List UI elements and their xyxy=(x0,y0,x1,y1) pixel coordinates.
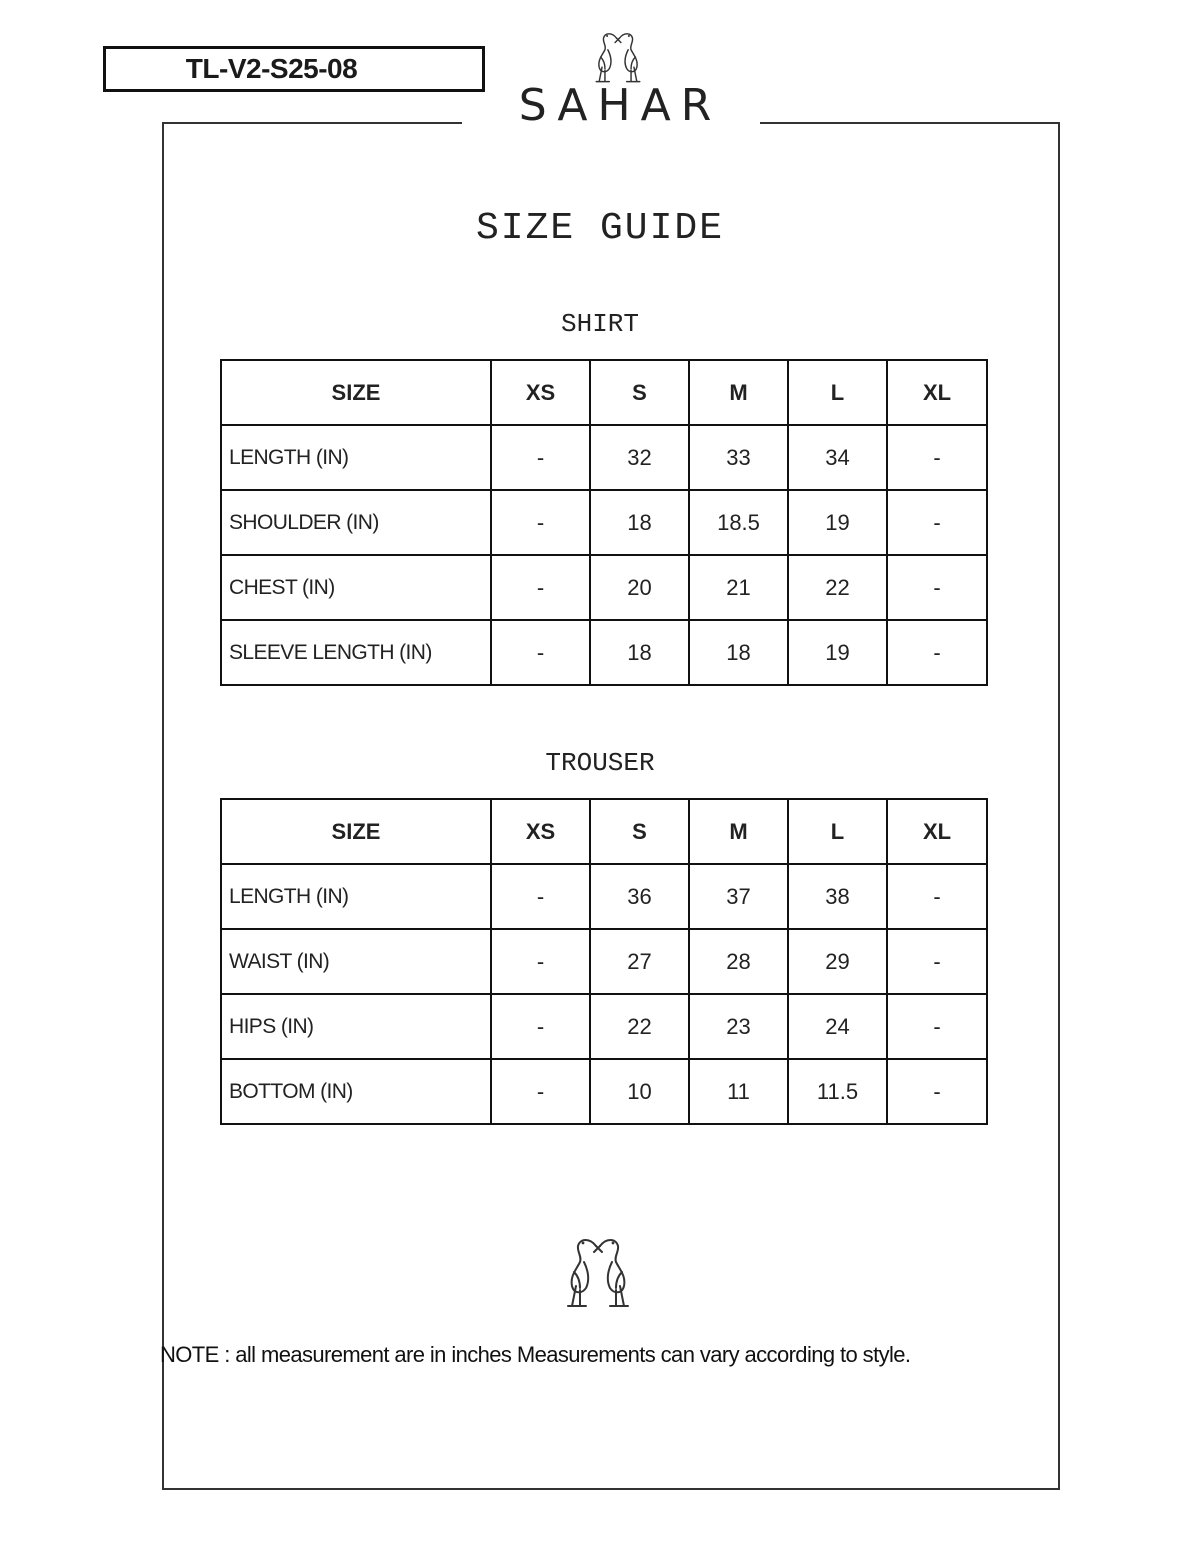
table-cell: 21 xyxy=(689,555,788,620)
column-header: SIZE xyxy=(221,360,491,425)
table-row xyxy=(221,425,987,490)
column-header: L xyxy=(788,799,887,864)
column-header: XL xyxy=(887,799,987,864)
table-cell: - xyxy=(491,490,590,555)
column-header: S xyxy=(590,799,689,864)
row-label: SLEEVE LENGTH (IN) xyxy=(221,620,491,685)
product-code-box xyxy=(103,46,485,92)
table-cell: - xyxy=(491,994,590,1059)
table-cell: 18 xyxy=(590,620,689,685)
table-cell: 33 xyxy=(689,425,788,490)
measurement-note: NOTE : all measurement are in inches Measurements can vary according to style. xyxy=(160,1342,911,1367)
table-row xyxy=(221,620,987,685)
table-cell: - xyxy=(491,929,590,994)
table-cell: - xyxy=(491,864,590,929)
column-header: M xyxy=(689,360,788,425)
column-header: SIZE xyxy=(221,799,491,864)
table-cell: - xyxy=(491,425,590,490)
table-cell: 37 xyxy=(689,864,788,929)
shirt-size-table xyxy=(220,359,988,686)
table-cell: - xyxy=(491,555,590,620)
table-row xyxy=(221,1059,987,1124)
table-header-row xyxy=(221,799,987,864)
table-cell: 23 xyxy=(689,994,788,1059)
heron-pair-icon xyxy=(550,1232,646,1312)
trouser-size-table xyxy=(220,798,988,1125)
table-cell: - xyxy=(887,1059,987,1124)
table-cell: 10 xyxy=(590,1059,689,1124)
row-label: SHOULDER (IN) xyxy=(221,490,491,555)
table-cell: 19 xyxy=(788,620,887,685)
table-cell: 18 xyxy=(590,490,689,555)
column-header: XS xyxy=(491,799,590,864)
table-cell: - xyxy=(887,425,987,490)
table-row xyxy=(221,994,987,1059)
row-label: BOTTOM (IN) xyxy=(221,1059,491,1124)
table-cell: 34 xyxy=(788,425,887,490)
table-cell: 18 xyxy=(689,620,788,685)
heron-pair-icon xyxy=(582,28,654,86)
table-cell: - xyxy=(887,994,987,1059)
column-header: XL xyxy=(887,360,987,425)
table-row xyxy=(221,864,987,929)
table-cell: 18.5 xyxy=(689,490,788,555)
trouser-section-title: TROUSER xyxy=(545,748,655,778)
table-cell: 38 xyxy=(788,864,887,929)
table-cell: 20 xyxy=(590,555,689,620)
table-cell: - xyxy=(887,555,987,620)
table-row xyxy=(221,490,987,555)
table-cell: - xyxy=(491,1059,590,1124)
table-cell: 11 xyxy=(689,1059,788,1124)
table-cell: 27 xyxy=(590,929,689,994)
shirt-section-title: SHIRT xyxy=(560,309,639,339)
table-header-row xyxy=(221,360,987,425)
table-cell: 11.5 xyxy=(788,1059,887,1124)
row-label: LENGTH (IN) xyxy=(221,864,491,929)
table-cell: 22 xyxy=(788,555,887,620)
table-cell: - xyxy=(887,490,987,555)
page-title: SIZE GUIDE xyxy=(475,207,725,250)
table-row xyxy=(221,555,987,620)
column-header: S xyxy=(590,360,689,425)
row-label: WAIST (IN) xyxy=(221,929,491,994)
table-cell: 36 xyxy=(590,864,689,929)
brand-name: SAHAR xyxy=(518,80,722,131)
table-cell: 32 xyxy=(590,425,689,490)
row-label: HIPS (IN) xyxy=(221,994,491,1059)
row-label: CHEST (IN) xyxy=(221,555,491,620)
table-cell: 29 xyxy=(788,929,887,994)
table-cell: 19 xyxy=(788,490,887,555)
table-cell: - xyxy=(887,864,987,929)
product-code: TL-V2-S25-08 xyxy=(185,53,358,84)
table-cell: 28 xyxy=(689,929,788,994)
table-cell: - xyxy=(887,620,987,685)
column-header: L xyxy=(788,360,887,425)
column-header: M xyxy=(689,799,788,864)
table-cell: 24 xyxy=(788,994,887,1059)
table-row xyxy=(221,929,987,994)
table-cell: - xyxy=(491,620,590,685)
column-header: XS xyxy=(491,360,590,425)
row-label: LENGTH (IN) xyxy=(221,425,491,490)
table-cell: 22 xyxy=(590,994,689,1059)
table-cell: - xyxy=(887,929,987,994)
